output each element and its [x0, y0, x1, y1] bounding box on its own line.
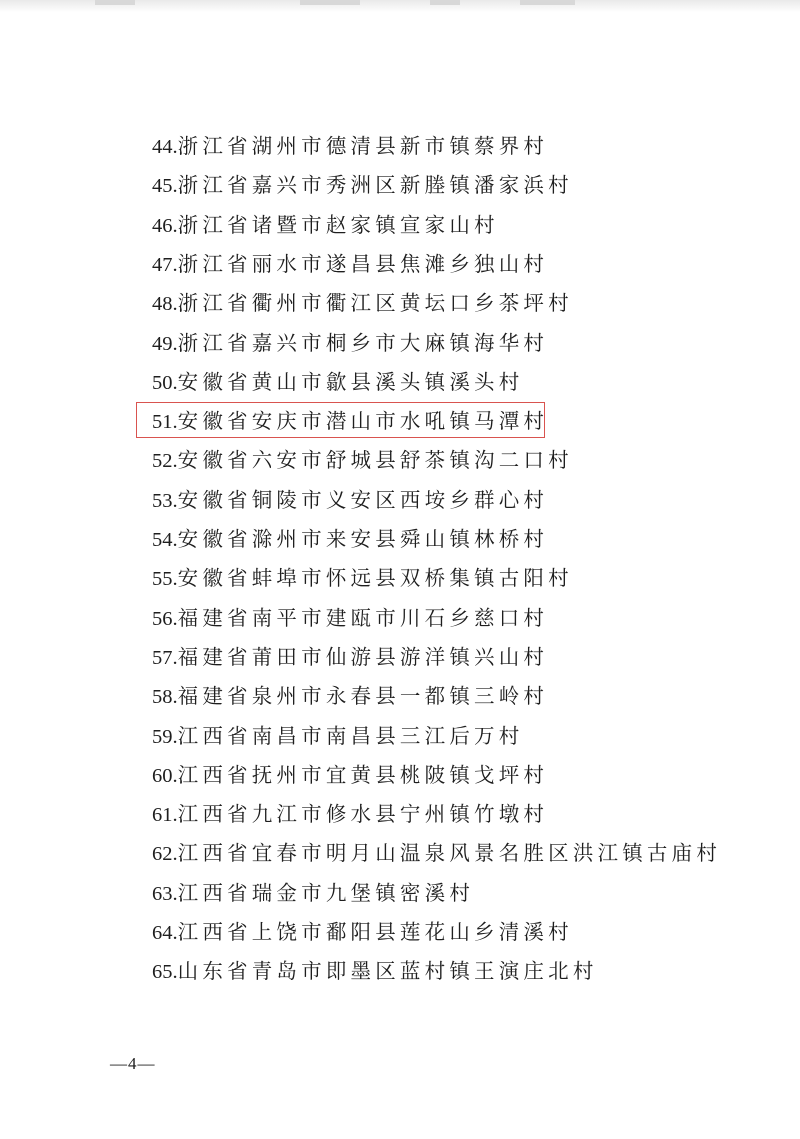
item-number: 48. — [152, 293, 178, 316]
item-number: 59. — [152, 725, 178, 748]
item-text: 浙江省衢州市衢江区黄坛口乡茶坪村 — [177, 291, 573, 316]
list-item — [152, 363, 523, 402]
item-number: 61. — [152, 804, 178, 827]
item-text: 福建省南平市建瓯市川石乡慈口村 — [177, 605, 549, 630]
item-number: 49. — [152, 332, 178, 355]
list-item — [152, 638, 548, 677]
list-item — [152, 520, 548, 559]
item-number: 65. — [152, 961, 178, 984]
list-item — [152, 206, 499, 245]
page-number: —4— — [110, 1054, 156, 1073]
item-number: 60. — [152, 764, 178, 787]
list-item — [152, 952, 598, 991]
list-item — [152, 481, 548, 520]
list-item — [152, 717, 523, 756]
scan-mark — [300, 0, 360, 5]
list-item — [152, 677, 548, 716]
list-item — [152, 284, 573, 323]
item-text: 江西省九江市修水县宁州镇竹墩村 — [177, 802, 549, 827]
item-text: 安徽省六安市舒城县舒茶镇沟二口村 — [177, 448, 573, 473]
item-text: 江西省上饶市鄱阳县莲花山乡清溪村 — [177, 920, 573, 944]
list-item — [152, 913, 573, 952]
list-item — [152, 559, 573, 598]
item-text: 安徽省安庆市潜山市水吼镇马潭村 — [177, 409, 549, 434]
item-text: 江西省宜春市明月山温泉风景名胜区洪江镇古庙村 — [177, 841, 722, 866]
item-text: 安徽省蚌埠市怀远县双桥集镇古阳村 — [177, 566, 573, 591]
item-number: 51. — [152, 411, 178, 434]
item-number: 64. — [152, 922, 178, 944]
item-number: 46. — [152, 214, 178, 237]
item-text: 江西省瑞金市九堡镇密溪村 — [177, 880, 475, 905]
list-item — [152, 599, 548, 638]
item-number: 55. — [152, 568, 178, 591]
list-item — [152, 127, 548, 166]
list-item — [152, 245, 548, 284]
item-text: 浙江省嘉兴市桐乡市大麻镇海华村 — [177, 330, 549, 355]
item-number: 53. — [152, 489, 178, 512]
list-item — [152, 324, 548, 363]
item-text: 浙江省嘉兴市秀洲区新塍镇潘家浜村 — [177, 173, 573, 198]
list-item — [152, 834, 721, 873]
item-text: 浙江省湖州市德清县新市镇蔡界村 — [177, 134, 549, 158]
list-item — [152, 795, 548, 834]
item-number: 58. — [152, 686, 178, 709]
scan-mark — [520, 0, 575, 5]
item-number: 45. — [152, 175, 178, 198]
item-number: 63. — [152, 882, 178, 905]
item-number: 56. — [152, 607, 178, 630]
scan-mark — [430, 0, 460, 5]
item-text: 江西省抚州市宜黄县桃陂镇戈坪村 — [177, 762, 549, 787]
item-text: 安徽省铜陵市义安区西垵乡群心村 — [177, 487, 549, 512]
item-number: 44. — [152, 136, 178, 158]
item-text: 福建省泉州市永春县一都镇三岭村 — [177, 684, 549, 709]
item-text: 福建省莆田市仙游县游洋镇兴山村 — [177, 644, 549, 669]
item-text: 浙江省诸暨市赵家镇宣家山村 — [177, 212, 499, 237]
scan-mark — [95, 0, 135, 5]
item-number: 62. — [152, 843, 178, 866]
list-item — [152, 441, 573, 480]
item-number: 54. — [152, 529, 178, 551]
list-item — [152, 756, 548, 795]
item-text: 浙江省丽水市遂昌县焦滩乡独山村 — [177, 251, 549, 276]
item-number: 52. — [152, 450, 178, 473]
highlight-box — [136, 402, 545, 438]
item-number: 47. — [152, 253, 178, 276]
item-text: 山东省青岛市即墨区蓝村镇王演庄北村 — [177, 959, 598, 984]
item-text: 安徽省黄山市歙县溪头镇溪头村 — [177, 369, 524, 394]
item-text: 安徽省滁州市来安县舜山镇林桥村 — [177, 527, 549, 551]
item-number: 57. — [152, 646, 178, 669]
item-number: 50. — [152, 371, 178, 394]
list-item — [152, 874, 474, 913]
item-text: 江西省南昌市南昌县三江后万村 — [177, 723, 524, 748]
list-item — [152, 166, 573, 205]
